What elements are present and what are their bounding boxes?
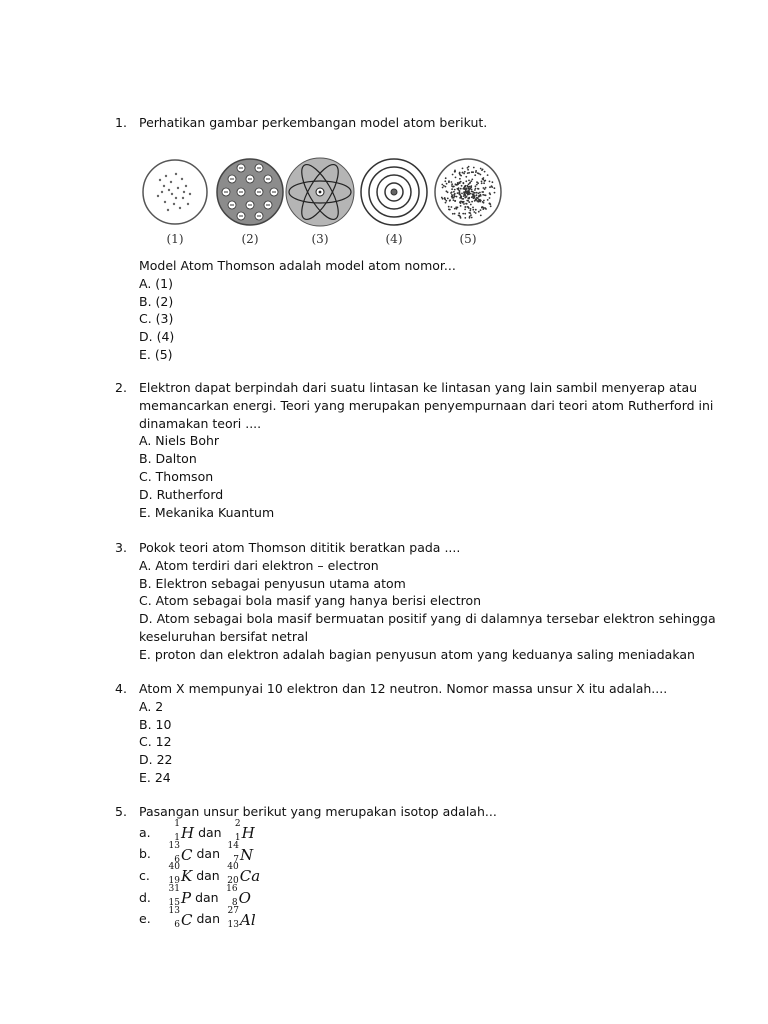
option-b[interactable]: B. (2) bbox=[139, 293, 174, 309]
atomic-number: 8 bbox=[231, 898, 238, 909]
option-letter: e. bbox=[139, 911, 151, 927]
option-a[interactable]: A. (1) bbox=[139, 275, 173, 291]
option-b[interactable]: B. Dalton bbox=[139, 451, 197, 467]
element-symbol: C bbox=[180, 845, 193, 864]
mass-number: 2 bbox=[234, 819, 241, 830]
option-b[interactable]: B. Elektron sebagai penyusun utama atom bbox=[139, 575, 406, 591]
rutherford-model-icon bbox=[286, 158, 354, 226]
atomic-number: 15 bbox=[168, 898, 180, 909]
option-a[interactable]: A. Niels Bohr bbox=[139, 433, 220, 449]
option-e[interactable]: E. proton dan elektron adalah bagian penyusun atom yang keduanya saling meniadakan bbox=[139, 646, 695, 662]
connector-word: dan bbox=[198, 824, 222, 840]
option-c[interactable]: C. Thomson bbox=[139, 468, 214, 484]
connector-word: dan bbox=[196, 867, 220, 883]
option-d[interactable]: D. (4) bbox=[139, 329, 175, 345]
figure-caption-5: (5) bbox=[459, 232, 477, 246]
element-symbol: Al bbox=[239, 910, 256, 929]
element-symbol: P bbox=[180, 889, 192, 908]
option-e[interactable]: E. (5) bbox=[139, 346, 173, 362]
mass-number: 13 bbox=[168, 840, 180, 851]
mass-number: 40 bbox=[227, 862, 239, 873]
figure-caption-4: (4) bbox=[385, 232, 403, 246]
element-symbol: O bbox=[238, 889, 251, 908]
option-letter: c. bbox=[139, 867, 150, 883]
nuclide-notation bbox=[227, 905, 256, 931]
atomic-number: 1 bbox=[174, 833, 180, 844]
question-stem-line: Elektron dapat berpindah dari suatu lintasan ke lintasan yang lain sambil menyerap atau bbox=[139, 380, 698, 395]
mass-number: 27 bbox=[227, 905, 239, 916]
isotope-options bbox=[139, 819, 675, 930]
option-b[interactable]: B. 10 bbox=[139, 716, 172, 732]
option-c[interactable]: C. 12 bbox=[139, 734, 172, 750]
question-stem: Pokok teori atom Thomson dititik beratkan pada .... bbox=[139, 540, 461, 555]
option-a[interactable]: A. Atom terdiri dari elektron – electron bbox=[139, 557, 379, 573]
figure-caption-1: (1) bbox=[166, 232, 184, 246]
mass-number: 1 bbox=[174, 819, 180, 830]
option-e[interactable]: E. Mekanika Kuantum bbox=[139, 504, 275, 520]
question-4 bbox=[115, 680, 675, 787]
option-c[interactable]: C. Atom sebagai bola masif yang hanya berisi electron bbox=[139, 593, 482, 609]
dalton-model-icon bbox=[143, 160, 207, 224]
option-letter: d. bbox=[139, 889, 151, 905]
question-stem-line: dinamakan teori .... bbox=[139, 415, 262, 431]
question-stem: Atom X mempunyai 10 elektron dan 12 neutron. Nomor massa unsur X itu adalah.... bbox=[139, 681, 668, 696]
isotope-option[interactable] bbox=[139, 905, 675, 930]
atomic-number: 13 bbox=[227, 919, 239, 930]
thomson-model-icon bbox=[217, 159, 283, 225]
option-d[interactable]: D. 22 bbox=[139, 752, 173, 768]
atomic-number: 7 bbox=[233, 854, 239, 865]
connector-word: dan bbox=[196, 911, 220, 927]
question-number: 4. bbox=[115, 681, 127, 696]
question-number: 3. bbox=[115, 540, 127, 555]
figure-caption-2: (2) bbox=[241, 232, 259, 246]
option-e[interactable]: E. 24 bbox=[139, 769, 171, 785]
mass-number: 14 bbox=[227, 840, 239, 851]
isotope-option[interactable] bbox=[139, 819, 675, 844]
question-number: 2. bbox=[115, 380, 127, 395]
question-followup: Model Atom Thomson adalah model atom nomor... bbox=[139, 258, 456, 273]
mass-number: 31 bbox=[168, 884, 180, 895]
option-c[interactable]: C. (3) bbox=[139, 311, 174, 327]
isotope-option[interactable] bbox=[139, 840, 675, 865]
option-d[interactable]: D. Atom sebagai bola masif bermuatan positif yang di dalamnya tersebar elektron sehingga bbox=[139, 611, 716, 627]
atomic-number: 20 bbox=[227, 876, 239, 887]
question-number: 1. bbox=[115, 115, 127, 130]
atomic-number: 6 bbox=[174, 854, 180, 865]
mass-number: 13 bbox=[168, 905, 180, 916]
atomic-number: 19 bbox=[168, 876, 180, 887]
question-1-followup bbox=[115, 257, 675, 364]
isotope-option[interactable] bbox=[139, 862, 675, 887]
option-a[interactable]: A. 2 bbox=[139, 698, 164, 714]
atom-models-figure bbox=[138, 152, 508, 252]
question-stem: Perhatikan gambar perkembangan model atom berikut. bbox=[139, 115, 488, 130]
option-d[interactable]: D. Rutherford bbox=[139, 486, 224, 502]
mass-number: 40 bbox=[168, 862, 180, 873]
bohr-model-icon bbox=[361, 159, 427, 225]
question-3 bbox=[115, 539, 716, 664]
element-symbol: H bbox=[180, 824, 195, 843]
element-symbol: Ca bbox=[239, 867, 261, 886]
element-symbol: C bbox=[180, 910, 193, 929]
element-symbol: N bbox=[239, 845, 254, 864]
connector-word: dan bbox=[195, 889, 219, 905]
atomic-number: 1 bbox=[234, 833, 241, 844]
question-stem-line: memancarkan energi. Teori yang merupakan penyempurnaan dari teori atom Rutherford ini bbox=[139, 397, 714, 413]
question-stem: Pasangan unsur berikut yang merupakan isotop adalah... bbox=[139, 804, 497, 819]
figure-caption-3: (3) bbox=[311, 232, 329, 246]
atom-models-illustration bbox=[138, 152, 508, 232]
option-d-continued: keseluruhan bersifat netral bbox=[139, 628, 309, 644]
element-symbol: K bbox=[180, 867, 193, 886]
question-1 bbox=[115, 114, 675, 132]
mass-number: 16 bbox=[226, 884, 238, 895]
option-letter: b. bbox=[139, 846, 151, 862]
nuclide-notation bbox=[168, 905, 193, 931]
question-2 bbox=[115, 379, 714, 521]
element-symbol: H bbox=[241, 824, 255, 843]
question-number: 5. bbox=[115, 804, 127, 819]
quantum-model-icon bbox=[435, 159, 501, 225]
question-5 bbox=[115, 803, 675, 930]
isotope-option[interactable] bbox=[139, 884, 675, 909]
atomic-number: 6 bbox=[174, 919, 180, 930]
option-letter: a. bbox=[139, 824, 151, 840]
connector-word: dan bbox=[196, 846, 220, 862]
